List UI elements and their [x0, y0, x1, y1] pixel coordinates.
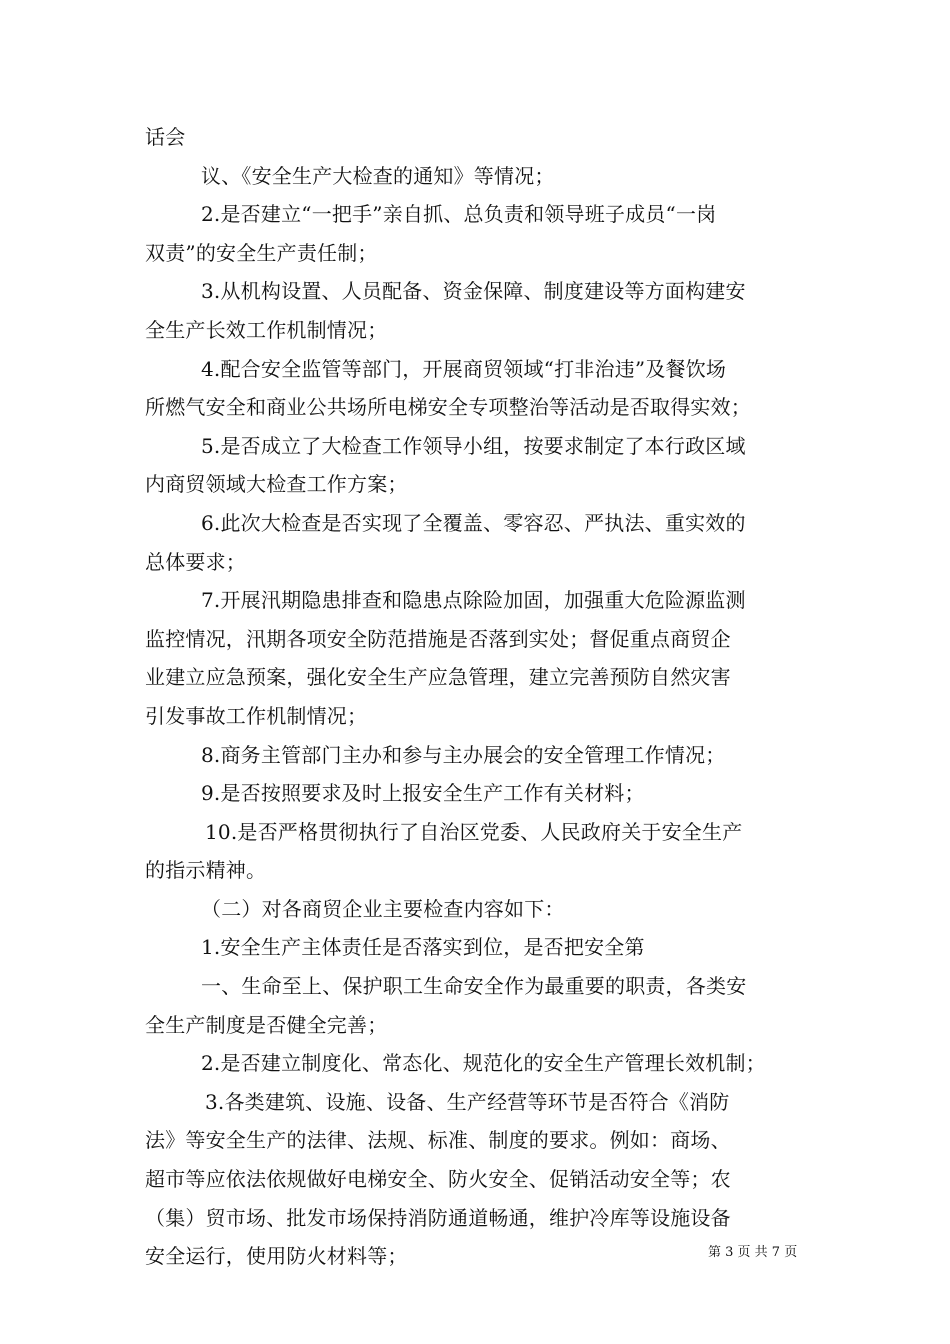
body-line: 内商贸领域大检查工作方案；	[145, 472, 408, 497]
section-heading: （二）对各商贸企业主要检查内容如下：	[201, 896, 565, 921]
body-line: 安全运行，使用防火材料等；	[145, 1244, 408, 1269]
body-line: 10.是否严格贯彻执行了自治区党委、人民政府关于安全生产	[205, 819, 743, 844]
body-line: 议、《安全生产大检查的通知》等情况；	[201, 163, 555, 188]
body-line: 监控情况，汛期各项安全防范措施是否落到实处；督促重点商贸企	[145, 626, 731, 651]
body-line: 5.是否成立了大检查工作领导小组，按要求制定了本行政区域	[201, 433, 746, 458]
body-line: 7.开展汛期隐患排查和隐患点除险加固，加强重大危险源监测	[201, 588, 746, 613]
body-line: 8.商务主管部门主办和参与主办展会的安全管理工作情况；	[201, 742, 726, 767]
body-line: 6.此次大检查是否实现了全覆盖、零容忍、严执法、重实效的	[201, 510, 746, 535]
body-line: 一、生命至上、保护职工生命安全作为最重要的职责，各类安	[201, 974, 747, 999]
body-line: 3.从机构设置、人员配备、资金保障、制度建设等方面构建安	[201, 279, 746, 304]
body-line: 总体要求；	[145, 549, 246, 574]
body-line: 双责”的安全生产责任制；	[145, 240, 378, 265]
body-line: 2.是否建立制度化、常态化、规范化的安全生产管理长效机制；	[201, 1051, 766, 1076]
body-line: 的指示精神。	[145, 858, 267, 883]
body-line: 业建立应急预案，强化安全生产应急管理，建立完善预防自然灾害	[145, 665, 731, 690]
body-line: 1.安全生产主体责任是否落实到位，是否把安全第	[201, 935, 645, 960]
document-body	[145, 118, 817, 1276]
body-line: 所燃气安全和商业公共场所电梯安全专项整治等活动是否取得实效；	[145, 395, 751, 420]
body-line: 4.配合安全监管等部门，开展商贸领域“打非治违”及餐饮场	[201, 356, 727, 381]
body-line: 超市等应依法依规做好电梯安全、防火安全、促销活动安全等；农	[145, 1167, 731, 1192]
body-line: 法》等安全生产的法律、法规、标准、制度的要求。例如：商场、	[145, 1128, 731, 1153]
body-line: 3.各类建筑、设施、设备、生产经营等环节是否符合《消防	[205, 1089, 730, 1114]
body-line: 全生产制度是否健全完善；	[145, 1012, 388, 1037]
body-line: 话会	[145, 125, 186, 149]
body-line: 9.是否按照要求及时上报安全生产工作有关材料；	[201, 781, 645, 806]
body-line: （集）贸市场、批发市场保持消防通道畅通，维护冷库等设施设备	[145, 1205, 731, 1230]
page-number: 第 3 页 共 7 页	[708, 1245, 798, 1260]
body-line: 全生产长效工作机制情况；	[145, 317, 388, 342]
body-line: 2.是否建立“一把手”亲自抓、总负责和领导班子成员“一岗	[201, 202, 717, 227]
body-line: 引发事故工作机制情况；	[145, 703, 368, 728]
